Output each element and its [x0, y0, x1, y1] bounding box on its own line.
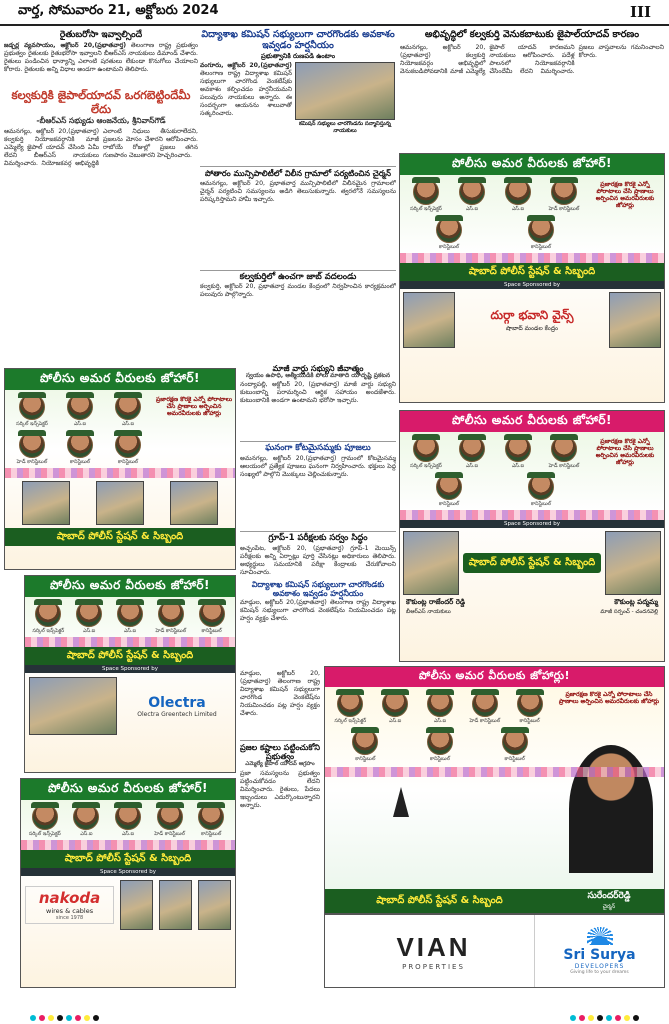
left-kicker: రైతుబరోసా ఇవ్వాల్సిందే — [59, 30, 143, 40]
bottom-sponsors — [324, 914, 665, 988]
officer-photo: హెడ్ కానిస్టేబుల్ — [466, 689, 504, 725]
space-sponsored: Space Sponsored by — [400, 520, 664, 528]
officer-photo: ఎస్.ఐ — [61, 392, 99, 428]
ad-title: పోలీసు అమర వీరులకు జోహార్! — [25, 576, 235, 597]
sponsor-photo — [159, 880, 192, 930]
station-banner: షాబాద్ పోలీస్ స్టేషన్ & సిబ్బంది — [25, 647, 235, 665]
center-top-article — [200, 30, 396, 360]
station-banner: షాబాద్ పోలీస్ స్టేషన్ & సిబ్బంది — [21, 850, 235, 868]
mid-headline-1: మాజీ వార్డు సభ్యుని జీవాత్మం — [272, 364, 364, 373]
sponsor-photo — [403, 292, 455, 348]
sun-icon — [587, 927, 613, 945]
officer-photo: కానిస్టేబుల్ — [109, 430, 147, 466]
officer-photo: సర్కిల్ ఇన్స్‌పెక్టర్ — [26, 802, 64, 838]
station-banner: షాబాద్ పోలీస్ స్టేషన్ & సిబ్బంది — [400, 263, 664, 281]
mid-body-5: ప్రజా సమస్యలను ప్రభుత్వం పట్టించుకోవడం లేదని విమర్శించారు. రైతులు, పేదలు ఇబ్బందులు ఎదుర్కొంటున్నారని అన్నారు. — [240, 769, 320, 809]
article3-headline: కల్వకుర్తిలో ఉంచగా జాబ్ వదలండు — [200, 270, 396, 283]
sponsor-photo — [198, 880, 231, 930]
right-headline: అభివృద్ధిలో కల్వకుర్తి వెనుకబాటుకు జైపాల్‌యాదవ్ కారణం — [424, 29, 640, 40]
officer-photo: ఎస్.ఐ — [67, 802, 105, 838]
left-body — [4, 42, 198, 86]
officer-photo: కానిస్టేబుల్ — [193, 599, 231, 635]
sri-surya-logo: Sri Surya DEVELOPERS Giving life to your dreams — [534, 915, 664, 987]
officer-photo: ఎస్.ఐ — [70, 599, 108, 635]
left-body2: ఆమనగల్లు, అక్టోబర్ 20,(ప్రభాతవార్త) కల్వకుర్తి నియోజకవర్గానికి మాజీ ఎమ్మెల్యే జైపాల్ యాదవ్ చేసింది ఏమీ లేదని బీఆర్ఎస్ నాయకులు విమర్శించారు. నియోజకవర్గ అభివృద్ధికి ఎలాంటి నిధులు తీసుకురాలేదని, ప్రజలను మోసం చేశారని ఆరోపించారు. రాబోయే రోజుల్లో ప్రజలు తగిన గుణపాఠం చెబుతారని హెచ్చరించారు. — [4, 128, 198, 168]
officer-photo: కానిస్టేబుల్ — [61, 430, 99, 466]
station-banner: షాబాద్ పోలీస్ స్టేషన్ & సిబ్బంది — [463, 553, 601, 573]
article2-body: ఆమనగల్లు, అక్టోబర్ 20, ప్రభాతవార్త మున్సిపాలిటీలో విలీనమైన గ్రామాలలో చైర్మన్ పర్యటించి సమస్యలను అడిగి తెలుసుకున్నారు. త్వరలోనే సమస్యలను పరిష్కరిస్తామని హామీ ఇచ్చారు. — [200, 179, 396, 203]
police-ad-big — [324, 666, 665, 914]
officer-photo: సర్కిల్ ఇన్స్‌పెక్టర్ — [331, 689, 369, 725]
bus-photo — [29, 677, 117, 735]
tribute-text: ప్రజారక్షణ కొరకై ఎన్నో పోరాటాలు చేసి ప్రాణాలు అర్పించిన అమరవీరులకు జోహార్లు — [595, 438, 655, 466]
officer-photo: ఎస్.ఐ — [376, 689, 414, 725]
sponsor-person-name: సురేందర్‌రెడ్డి చైర్మన్ — [587, 891, 631, 910]
olectra-logo: Olectra Olectra Greentech Limited — [137, 694, 217, 718]
officer-photo: సర్కిల్ ఇన్స్‌పెక్టర్ — [407, 434, 445, 470]
center-byline: ప్రభుత్వానికి రుణపడి ఉంటాం — [260, 51, 336, 60]
police-ad-left-3 — [20, 778, 236, 988]
sponsor-photo — [609, 292, 661, 348]
police-ad-left-2 — [24, 575, 236, 773]
article3-body: కల్వకుర్తి, అక్టోబర్ 20, ప్రభాతవార్త మండల కేంద్రంలో నిర్వహించిన కార్యక్రమంలో పలువురు పాల్గొన్నారు. — [200, 283, 396, 299]
mid-sub-1: స్వయం ఉపాధి, ఆత్మీయుడికి పోలు మాతాది యాదృష్టి ప్రకటన — [245, 372, 391, 380]
ad-title: పోలీసు అమర వీరులకు జోహార్! — [5, 369, 235, 390]
officer-photo: ఎస్.ఐ — [109, 392, 147, 428]
station-banner: షాబాద్ పోలీస్ స్టేషన్ & సిబ్బంది — [5, 528, 235, 546]
durga-bhavani-logo: దుర్గా భవాని వైన్స్ షాబాద్ మండల కేంద్రం — [490, 307, 574, 332]
mid-headline-2: ఘనంగా కోటమైసమ్మకు పూజలు — [240, 441, 396, 454]
nakoda-logo: nakoda wires & cables since 1978 — [25, 886, 114, 924]
officer-photo: కానిస్టేబుల్ — [522, 472, 560, 508]
space-sponsored: Space Sponsored by — [400, 281, 664, 289]
mid-sub-5: ఎమ్మెల్యే జైపాల్ యాదవ్ ఆగ్రహం — [245, 761, 315, 768]
right-body: ఆమనగల్లు, అక్టోబర్ 20, (ప్రభాతవార్త) కల్వకుర్తి నియోజకవర్గం అభివృద్ధిలో వెనుకబడిపోవడానికి మాజీ ఎమ్మెల్యే జైపాల్ యాదవ్ కారణమని నాయకులు ఆరోపించారు. పదేళ్ల పాలనలో నియోజకవర్గానికి చేసిందేమీ లేదని విమర్శించారు. ప్రజలు వాస్తవాలను గమనించాలని కోరారు. — [400, 43, 664, 75]
officer-photo: హెడ్ కానిస్టేబుల్ — [545, 177, 583, 213]
vian-logo: VIAN PROPERTIES — [396, 931, 471, 971]
officer-photo: ఎస్.ఐ — [453, 434, 491, 470]
mid-body-3: అచ్చంపేట, అక్టోబర్ 20, (ప్రభాతవార్త) గ్రూప్-1 మెయిన్స్ పరీక్షలకు అన్ని ఏర్పాట్లు పూర్తి చేసినట్లు అధికారులు తెలిపారు. అభ్యర్థులు సమయానికి పరీక్షా కేంద్రాలకు చేరుకోవాలని సూచించారు. — [240, 544, 396, 576]
police-ad-left-1 — [4, 368, 236, 570]
mid-headline-4: విద్యాశాఖ కమిషన్ సభ్యులుగా చారగొండకు అవకాశం ఇవ్వడం హర్షనీయం — [251, 580, 385, 599]
sponsor-photo — [605, 531, 661, 595]
flower-border — [400, 510, 664, 520]
officer-photo: హెడ్ కానిస్టేబుల్ — [151, 802, 189, 838]
mid-body-2: అమనగల్లు, అక్టోబర్ 20,(ప్రభాతవార్త) గ్రామంలో కోటమైసమ్మ ఆలయంలో ప్రత్యేక పూజలు ఘనంగా నిర్వహించారు. భక్తులు పెద్ద సంఖ్యలో పాల్గొని మొక్కులు చెల్లించుకున్నారు. — [240, 454, 396, 478]
memorial-statue-icon — [393, 787, 409, 817]
mid-headline-5: ప్రజల కష్టాలు పట్టించుకోని ప్రభుత్వం — [240, 740, 320, 761]
center-body: వంగూరు, అక్టోబర్ 20,(ప్రభాతవార్త) తెలంగాణ రాష్ట్ర విద్యాశాఖ కమిషన్ సభ్యులుగా చారగొండ వెంకటేష్‌కు అవకాశం కల్పించడం హర్షనీయమని పలువురు నాయకులు అన్నారు. ఈ సందర్భంగా ఆయనను శాలువాతో సత్కరించారు. — [200, 62, 292, 118]
masthead — [0, 0, 669, 26]
sponsor-photo — [22, 481, 70, 525]
station-banner: షాబాద్ పోలీస్ స్టేషన్ & సిబ్బంది — [376, 895, 503, 906]
sponsor-photo — [403, 531, 459, 595]
sponsor-name-right: కౌకుంట్ల పద్మమ్మ మాజీ సర్పంచ్ - చందనవెల్లి — [600, 598, 658, 615]
masthead-dateline: వార్త, సోమవారం 21, అక్టోబరు 2024 — [18, 3, 219, 18]
article2-headline: పోతారం మున్సిపాలిటీలో విలీన గ్రామాలో పర్యటించిన చైర్మన్ — [200, 166, 396, 178]
officer-photo: కానిస్టేబుల్ — [511, 689, 549, 725]
officer-photo: ఎస్.ఐ — [499, 434, 537, 470]
felicitation-photo — [295, 62, 395, 120]
officer-photo: హెడ్ కానిస్టేబుల్ — [13, 430, 51, 466]
sponsor-photo — [96, 481, 144, 525]
sponsor-portrait — [569, 745, 653, 873]
right-top-article — [400, 30, 664, 148]
tribute-text: ప్రజారక్షణ కొరకై ఎన్నో పోరాటాలు చేసి ప్రాణాలు అర్పించిన అమరవీరులకు జోహార్లు — [558, 691, 660, 705]
officer-photo: కానిస్టేబుల్ — [496, 727, 534, 763]
officer-photo: హెడ్ కానిస్టేబుల్ — [545, 434, 583, 470]
police-ad-right-2 — [399, 410, 665, 662]
space-sponsored: Space Sponsored by — [21, 868, 235, 876]
left-article — [4, 30, 198, 365]
left-headline: కల్వకుర్తికి జైపాల్‌యాదవ్ ఒరగబెట్టిందేమీ లేదు — [11, 88, 191, 116]
officer-photo: ఎస్.ఐ — [453, 177, 491, 213]
officer-photo: సర్కిల్ ఇన్స్‌పెక్టర్ — [29, 599, 67, 635]
ad-title: పోలీసు అమర వీరులకు జోహార్! — [21, 779, 235, 800]
officer-photo: ఎస్.ఐ — [109, 802, 147, 838]
officer-photo: కానిస్టేబుల్ — [430, 472, 468, 508]
mid-headline-3: గ్రూప్-1 పరీక్షలకు సర్వం సిద్ధం — [240, 531, 396, 544]
officer-photo: కానిస్టేబుల్ — [192, 802, 230, 838]
officer-photo: ఎస్.ఐ — [421, 689, 459, 725]
center-headline: విద్యాశాఖ కమిషన్ సభ్యులుగా చారగొండకు అవకాశం ఇవ్వడం హర్షనీయం — [201, 29, 395, 51]
officer-photo: సర్కిల్ ఇన్స్‌పెక్టర్ — [407, 177, 445, 213]
sponsor-name-left: కౌకుంట్ల రాజేందర్ రెడ్డి బీఆర్ఎస్ నాయకులు — [406, 598, 466, 615]
police-ad-right-1 — [399, 153, 665, 403]
ad-title: పోలీసు అమర వీరులకు జోహార్! — [400, 154, 664, 175]
officer-photo: కానిస్టేబుల్ — [522, 215, 560, 251]
officer-photo: కానిస్టేబుల్ — [430, 215, 468, 251]
center-commission-article — [240, 580, 396, 668]
center-lower-article — [240, 670, 320, 1000]
officer-photo: కానిస్టేబుల్ — [346, 727, 384, 763]
officer-photo: హెడ్ కానిస్టేబుల్ — [152, 599, 190, 635]
tribute-text: ప్రజారక్షణ కొరకై ఎన్నో పోరాటాలు చేసి ప్రాణాలు అర్పించిన అమరవీరులకు జోహార్లు — [595, 181, 655, 209]
ad-title: పోలీసు అమర వీరులకు జోహార్! — [400, 411, 664, 432]
ad-title: పోలీసు అమర వీరులకు జోహార్లు! — [325, 667, 664, 687]
officer-photo: కానిస్టేబుల్ — [421, 727, 459, 763]
left-subhead: -బీఆర్ఎస్ సభ్యుడు ఆంజనేయ, శ్రీనివాస్‌గౌడ్ — [36, 115, 166, 125]
space-sponsored: Space Sponsored by — [25, 665, 235, 673]
page-number: III — [629, 3, 651, 21]
mid-body-4: మాడ్గుల, అక్టోబర్ 20,(ప్రభాతవార్త) తెలంగాణ రాష్ట్ర విద్యాశాఖ కమిషన్ సభ్యులుగా చారగొండ వెంకటేష్‌ను నియమించడం పట్ల హర్షం వ్యక్తం చేశారు. — [240, 599, 396, 623]
officer-photo: సర్కిల్ ఇన్స్‌పెక్టర్ — [13, 392, 51, 428]
officer-photo: ఎస్.ఐ — [111, 599, 149, 635]
tribute-text: ప్రజారక్షణ కొరకై ఎన్నో పోరాటాలు చేసి ప్రాణాలు అర్పించిన అమరవీరులకు జోహార్లు — [155, 396, 233, 417]
flower-border — [400, 253, 664, 263]
flower-border — [21, 840, 235, 850]
photo-caption: కమిషన్ సభ్యులు చారగొండను సన్మానిస్తున్న నాయకులు — [298, 121, 391, 134]
mid-body-4b: మాడ్గుల, అక్టోబర్ 20,(ప్రభాతవార్త) తెలంగాణ రాష్ట్ర విద్యాశాఖ కమిషన్ సభ్యులుగా చారగొండ వెంకటేష్‌ను నియమించడం పట్ల హర్షం వ్యక్తం చేశారు. — [240, 670, 320, 717]
footer-color-dots — [0, 1012, 669, 1024]
flower-border — [25, 637, 235, 647]
mid-body-1: నంద్యాపల్లి, అక్టోబర్ 20, (ప్రభాతవార్త) మాజీ వార్డు సభ్యుని కుటుంబాన్ని పరామర్శించి ఆర్థిక సహాయం అందజేశారు. కుటుంబానికి అండగా ఉంటామని భరోసా ఇచ్చారు. — [240, 381, 396, 405]
flower-border — [5, 468, 235, 478]
left-dateline: జడ్చర్ల వ్యవసాయం, అక్టోబర్ 20,(ప్రభాతవార్త) — [4, 42, 127, 50]
flower-border — [325, 767, 664, 777]
officer-photo: ఎస్.ఐ — [499, 177, 537, 213]
left-body-text: తెలంగాణ రాష్ట్ర ప్రభుత్వం ప్రభుత్వం రైతులకు రైతుభరోసా ఇవ్వాలని బీఆర్ఎస్ నాయకులు డిమాండ్ చేశారు. రైతులు పండించిన ధాన్యాన్ని ఎలాంటి షరతులు లేకుండా కొనుగోలు చేయాలని కోరారు. రైతులకు అన్ని విధాల అండగా ఉంటామని తెలిపారు. — [4, 42, 198, 74]
sponsor-photo — [170, 481, 218, 525]
sponsor-photo — [120, 880, 153, 930]
